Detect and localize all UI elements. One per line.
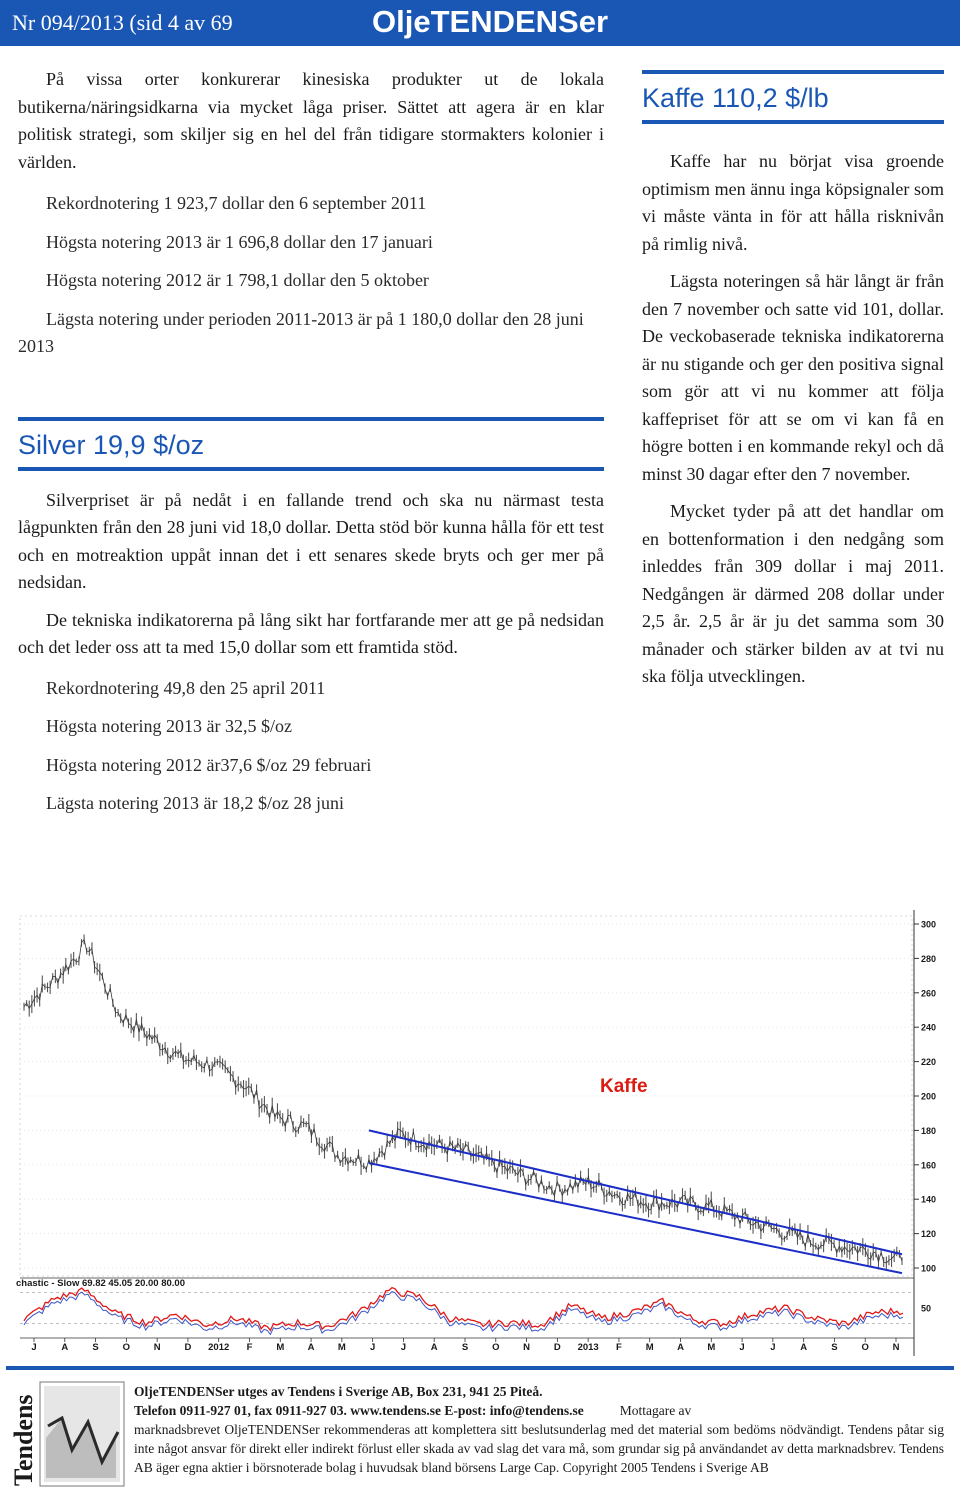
heading-rule-bottom <box>18 467 604 471</box>
time-tick-label: M <box>707 1342 716 1353</box>
price-tick-label: 300 <box>921 919 937 930</box>
footer-contact: Telefon 0911-927 01, fax 0911-927 03. www.tendens.se E-post: info@tendens.se <box>134 1403 584 1418</box>
time-tick-label: A <box>800 1342 808 1353</box>
oscillator-slow-line <box>24 1292 903 1335</box>
coffee-paragraph-1: Kaffe har nu börjat visa groende optimism men ännu inga köpsignaler som vi måste vänta in för att hålla risknivån på rimlig nivå. <box>642 151 944 254</box>
time-tick-label: F <box>616 1342 622 1353</box>
left-column <box>18 66 604 818</box>
gold-record-stat: Rekordnotering 1 923,7 dollar den 6 september 2011 <box>46 193 427 213</box>
price-panel-frame <box>20 916 912 1276</box>
silver-title: Silver 19,9 $/oz <box>18 429 205 460</box>
chart-title: Kaffe <box>600 1076 648 1097</box>
silver-low-2013-stat: Lägsta notering 2013 är 18,2 $/oz 28 juni <box>46 793 344 813</box>
time-tick-label: S <box>92 1342 99 1353</box>
time-tick-label: 2012 <box>208 1342 230 1353</box>
time-tick-label: O <box>122 1342 131 1353</box>
time-tick-label: M <box>337 1342 346 1353</box>
time-tick-label: A <box>61 1342 69 1353</box>
coffee-paragraph-3: Mycket tyder på att det handlar om en bottenformation i den nedgång som inleddes från 309 dollar i maj 2011. Nedgången är därmed 208 dollar under 2,5 år. 2,5 år är ju det samma som 30 månader och stärker bilden av at tvi nu ska följa utvecklingen. <box>642 501 944 686</box>
coffee-section-heading <box>642 70 944 124</box>
time-tick-label: M <box>276 1342 285 1353</box>
price-tick-label: 260 <box>921 988 937 999</box>
footer-publisher-line: OljeTENDENSer utges av Tendens i Sverige AB, Box 231, 941 25 Piteå. <box>134 1384 543 1399</box>
oscillator-label: chastic - Slow 69.82 45.05 20.00 80.00 <box>16 1278 186 1289</box>
price-tick-label: 180 <box>921 1125 937 1136</box>
gold-high-2013-stat: Högsta notering 2013 är 1 696,8 dollar den 17 januari <box>46 231 433 252</box>
price-tick-label: 140 <box>921 1194 937 1205</box>
time-tick-label: A <box>677 1342 684 1353</box>
gold-low-period-stat: Lägsta notering under perioden 2011-2013 är på 1 180,0 dollar den 28 juni 2013 <box>18 308 584 356</box>
right-column <box>642 70 944 691</box>
time-tick-label: J <box>31 1342 37 1353</box>
logo-wordmark: Tendens <box>9 1394 38 1486</box>
footer-rule <box>6 1366 954 1370</box>
time-tick-label: N <box>892 1342 900 1353</box>
issue-number: Nr 094/2013 (sid 4 av 69 <box>12 10 233 35</box>
time-tick-label: S <box>461 1342 469 1353</box>
price-tick-label: 240 <box>921 1022 937 1033</box>
silver-record-stat: Rekordnotering 49,8 den 25 april 2011 <box>46 677 326 698</box>
heading-rule-bottom <box>642 120 944 124</box>
gold-high-2012-stat: Högsta notering 2012 är 1 798,1 dollar den 5 oktober <box>46 270 429 290</box>
time-tick-label: N <box>153 1342 161 1353</box>
footer-recipient-lead: Mottagare av <box>619 1403 692 1418</box>
footer-contact-line <box>134 1401 944 1420</box>
time-tick-label: N <box>523 1342 531 1353</box>
time-tick-label: F <box>246 1342 253 1353</box>
price-tick-label: 120 <box>921 1229 937 1240</box>
time-tick-label: O <box>492 1342 500 1353</box>
coffee-title: Kaffe 110,2 $/lb <box>642 83 829 113</box>
tendens-logo-graphic <box>9 1378 130 1490</box>
time-tick-label: O <box>861 1342 869 1353</box>
page-header <box>0 0 960 46</box>
time-tick-label: J <box>400 1342 407 1353</box>
time-tick-label: J <box>739 1342 745 1353</box>
footer-disclaimer: marknadsbrevet OljeTENDENSer rekommenderas att komplettera sitt beslutsunderlag med det material som bedöms nödvändigt. Tendens påtar sig inte något ansvar för direkt eller indirekt förlust eller skada av vad slag det vara må, som grundar sig på användandet av detta marknadsbrev. Tendens AB äger egna aktier i börsnoterade bolag i huvudsak bland börsens Large Cap. Copyright 2005 Tendens i Sverige AB <box>134 1422 944 1475</box>
price-tick-label: 280 <box>921 953 937 964</box>
gold-intro-paragraph: På vissa orter konkurerar kinesiska produkter ut de lokala butikerna/näringsidkarna via mycket låga priser. Sättet att agera är en klar politisk strategi, som skiljer sig en hel del från tidigare stormakters kolonier i världen. <box>18 69 604 172</box>
price-tick-label: 200 <box>921 1091 937 1102</box>
silver-high-2012-stat: Högsta notering 2012 är37,6 $/oz 29 februari <box>46 754 372 775</box>
time-tick-label: 2013 <box>577 1342 599 1353</box>
upper-trendline <box>369 1130 902 1254</box>
time-tick-label: S <box>831 1342 838 1353</box>
silver-paragraph-1: Silverpriset är på nedåt i en fallande trend och ska nu närmast testa lågpunkten från den 28 juni vid 18,0 dollar. Detta stöd bör kunna hålla för ett test och en motreaktion uppåt innan det i ett senares skede bryts och ger mer på nedsidan. <box>18 489 604 592</box>
silver-high-2013-stat: Högsta notering 2013 är 32,5 $/oz <box>46 716 292 736</box>
oscillator-tick-label: 50 <box>921 1303 932 1314</box>
silver-section-heading <box>18 417 604 471</box>
price-tick-label: 160 <box>921 1160 937 1171</box>
time-tick-label: A <box>430 1342 438 1353</box>
time-tick-label: M <box>645 1342 654 1353</box>
price-line <box>24 939 902 1263</box>
silver-paragraph-2: De tekniska indikatorerna på lång sikt har fortfarande mer att ge på nedsidan och det leder oss att ta med 15,0 dollar som ett framtida stöd. <box>18 609 604 657</box>
footer-text <box>134 1382 944 1477</box>
time-tick-label: J <box>770 1342 776 1353</box>
coffee-chart-svg <box>14 910 944 1358</box>
page-footer <box>0 1366 960 1496</box>
newsletter-brand: OljeTENDENSer <box>372 4 609 39</box>
coffee-paragraph-2: Lägsta noteringen så här långt är från den 7 november och satte vid 101, dollar. De veckobaserade tekniska indikatorerna är nu stigande och ger den positiva signal som gör att vi nu kommer att följa kaffepriset för att se om vi kan få en högre botten i en kommande rekyl och då minst 30 dagar efter den 7 november. <box>642 271 944 484</box>
lower-trendline <box>369 1163 902 1273</box>
time-tick-label: D <box>184 1342 192 1353</box>
time-tick-label: J <box>369 1342 376 1353</box>
time-tick-label: D <box>553 1342 561 1353</box>
price-tick-label: 100 <box>921 1263 937 1274</box>
tendens-logo <box>9 1378 130 1490</box>
price-tick-label: 220 <box>921 1057 937 1068</box>
coffee-chart <box>14 910 944 1358</box>
time-tick-label: A <box>307 1342 315 1353</box>
